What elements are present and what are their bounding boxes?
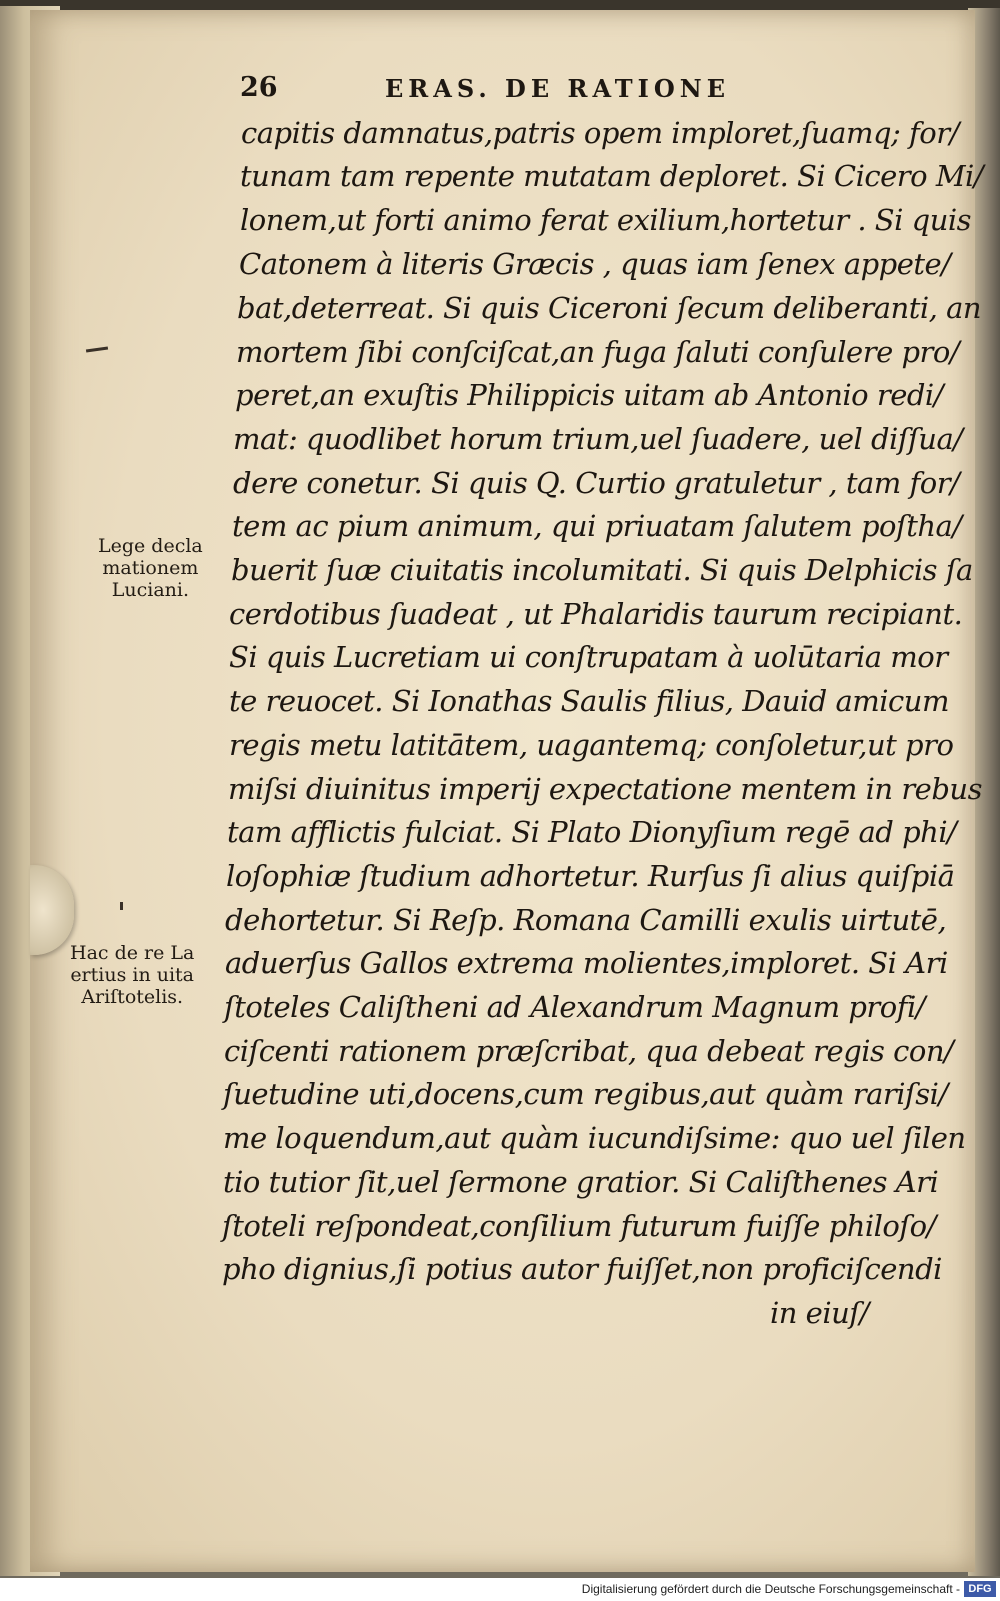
text-line: tam afflictis fulciat. Si Plato Dionyſium regē ad phi/ xyxy=(227,815,957,849)
text-line: peret,an exuſtis Philippicis uitam ab Antonio redi/ xyxy=(235,378,943,412)
text-line: ciſcenti rationem præſcribat, qua debeat regis con/ xyxy=(224,1034,954,1068)
page-number: 26 xyxy=(240,72,278,103)
text-line: loſophiæ ſtudium adhortetur. Rurſus ſi alius quiſpiā xyxy=(226,859,955,893)
text-line: Catonem à literis Græcis , quas iam ſenex appete/ xyxy=(239,247,951,281)
margin-note-line: Luciani. xyxy=(111,579,190,601)
text-line: miſsi diuinitus imperij expectatione mentem in rebus xyxy=(228,772,982,806)
margin-note-laertius xyxy=(70,942,194,1008)
text-line: tunam tam repente mutatam deploret. Si Cicero Mi/ xyxy=(240,159,984,193)
text-line: ſuetudine uti,docens,cum regibus,aut quàm rariſsi/ xyxy=(223,1077,948,1111)
text-line: tem ac pium animum, qui priuatam ſalutem poſtha/ xyxy=(232,509,962,543)
text-line: regis metu latitātem, uagantemq; conſoletur,ut pro xyxy=(229,728,954,762)
running-title: ERAS. DE RATIONE xyxy=(385,74,730,103)
margin-note-line: mationem xyxy=(102,557,199,579)
text-line: aduerſus Gallos extrema molientes,imploret. Si Ari xyxy=(225,946,948,980)
text-line: Si quis Lucretiam ui conſtrupatam à uolūtaria mor xyxy=(229,640,948,674)
margin-note-line: Ariſtotelis. xyxy=(81,986,184,1008)
footer-bar xyxy=(0,1578,1000,1601)
text-line: tio tutior ſit,uel ſermone gratior. Si Caliſthenes Ari xyxy=(223,1165,939,1199)
text-line: cerdotibus ſuadeat , ut Phalaridis taurum recipiant. xyxy=(229,597,963,631)
catchword-line: in eiuſ/ xyxy=(770,1296,869,1330)
text-line: ſtoteli reſpondeat,conſilium futurum fuiſſe philoſo/ xyxy=(222,1209,936,1243)
text-line: ſtoteles Caliſtheni ad Alexandrum Magnum profi/ xyxy=(224,990,926,1024)
text-line: dehortetur. Si Reſp. Romana Camilli exulis uirtutē, xyxy=(225,903,947,937)
text-line: capitis damnatus,patris opem imploret,ſuamq; for/ xyxy=(241,116,959,150)
text-line: bat,deterreat. Si quis Ciceroni ſecum deliberanti, an xyxy=(237,291,982,325)
margin-tick-mark xyxy=(120,902,123,910)
margin-note-line: Lege decla xyxy=(98,535,203,557)
text-line: me loquendum,aut quàm iucundiſsime: quo uel ſilen xyxy=(223,1121,966,1155)
text-line: dere conetur. Si quis Q. Curtio gratuletur , tam for/ xyxy=(233,466,960,500)
text-line: lonem,ut forti animo ferat exilium,hortetur . Si quis xyxy=(240,203,972,237)
text-line: pho dignius,ſi potius autor fuiſſet,non proficiſcendi xyxy=(222,1252,942,1286)
digitization-credit: Digitalisierung gefördert durch die Deutsche Forschungsgemeinschaft - xyxy=(581,1582,960,1596)
text-line: buerit ſuæ ciuitatis incolumitati. Si quis Delphicis ſa xyxy=(231,553,973,587)
margin-note-line: Hac de re La xyxy=(70,942,195,964)
margin-note-line: ertius in uita xyxy=(70,964,195,986)
text-line: mat: quodlibet horum trium,uel ſuadere, uel diſſua/ xyxy=(233,422,963,456)
text-line: te reuocet. Si Ionathas Saulis filius, Dauid amicum xyxy=(229,684,949,718)
text-line: mortem ſibi conſciſcat,an fuga ſaluti conſulere pro/ xyxy=(236,335,960,369)
dfg-logo: DFG xyxy=(964,1581,996,1597)
margin-note-luciani xyxy=(98,535,203,601)
